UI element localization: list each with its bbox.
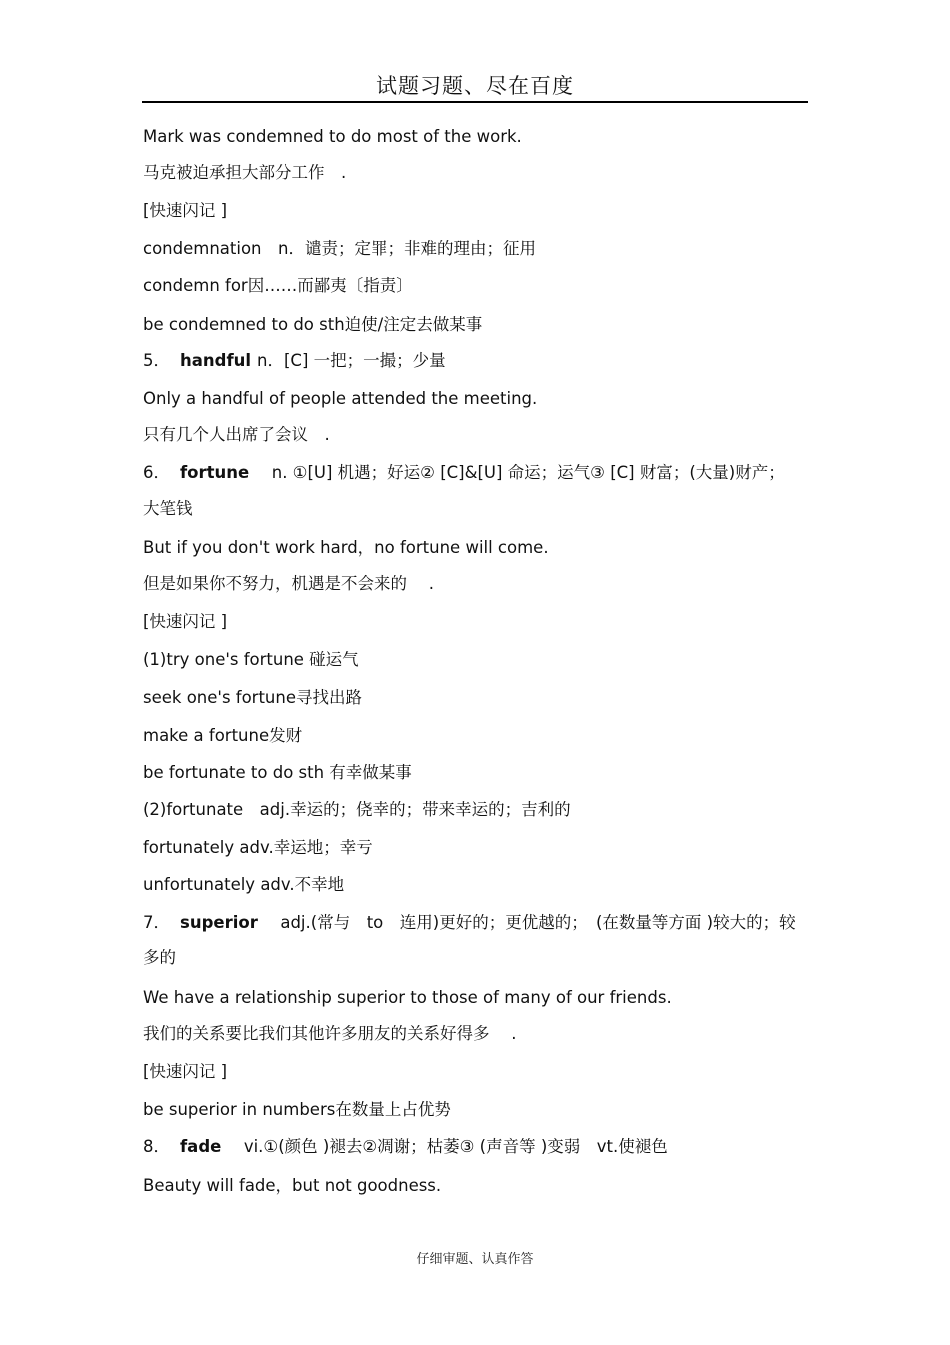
text-line: Mark was condemned to do most of the work. xyxy=(143,127,522,146)
text-line: condemnation n．谴责；定罪；非难的理由；征用 xyxy=(143,239,536,258)
text-line: 多的 xyxy=(143,948,176,967)
text-line: condemn for因……而鄙夷〔指责〕 xyxy=(143,276,413,295)
page-header-title: 试题习题、尽在百度 xyxy=(376,74,574,98)
entry-definition: n．[C] 一把；一撮；少量 xyxy=(257,351,446,370)
entry-number: 5． xyxy=(143,351,170,370)
text-line: 大笔钱 xyxy=(143,499,193,518)
entry-number: 7． xyxy=(143,913,170,932)
text-line: be superior in numbers在数量上占优势 xyxy=(143,1100,451,1119)
page-footer: 仔细审题、认真作答 xyxy=(416,1252,534,1267)
header-divider xyxy=(142,101,808,103)
text-line: unfortunately adv.不幸地 xyxy=(143,875,345,894)
text-line: Only a handful of people attended the meeting. xyxy=(143,389,538,408)
text-line: [快速闪记 ] xyxy=(143,612,228,631)
entry-definition: adj.(常与 to 连用)更好的；更优越的； (在数量等方面 )较大的；较 xyxy=(263,913,796,932)
text-line: 我们的关系要比我们其他许多朋友的关系好得多 . xyxy=(143,1024,517,1043)
text-line: 马克被迫承担大部分工作 . xyxy=(143,163,347,182)
text-line: be condemned to do sth迫使/注定去做某事 xyxy=(143,315,483,334)
entry-number: 6． xyxy=(143,463,170,482)
text-line: But if you don't work hard，no fortune will come. xyxy=(143,538,549,557)
vocab-entry xyxy=(143,351,446,371)
vocab-entry xyxy=(143,463,785,483)
entry-word: handful xyxy=(180,351,252,370)
text-line: [快速闪记 ] xyxy=(143,1062,228,1081)
text-line: We have a relationship superior to those of many of our friends. xyxy=(143,988,672,1007)
text-line: 但是如果你不努力，机遇是不会来的 . xyxy=(143,574,434,593)
vocab-entry xyxy=(143,913,796,933)
entry-definition: vi.①(颜色 )褪去②凋谢；枯萎③ (声音等 )变弱 vt.使褪色 xyxy=(227,1137,668,1156)
text-line: fortunately adv.幸运地；幸亏 xyxy=(143,838,373,857)
text-line: [快速闪记 ] xyxy=(143,201,228,220)
entry-definition: n. ①[U] 机遇；好运② [C]&[U] 命运；运气③ [C] 财富；(大量)财产； xyxy=(255,463,785,482)
text-line: Beauty will fade，but not goodness. xyxy=(143,1176,442,1195)
entry-word: superior xyxy=(180,913,258,932)
entry-word: fade xyxy=(180,1137,222,1156)
text-line: seek one's fortune寻找出路 xyxy=(143,688,363,707)
vocab-entry xyxy=(143,1137,668,1157)
text-line: make a fortune发财 xyxy=(143,726,303,745)
text-line: (2)fortunate adj.幸运的；侥幸的；带来幸运的；吉利的 xyxy=(143,800,571,819)
entry-number: 8． xyxy=(143,1137,170,1156)
text-line: (1)try one's fortune 碰运气 xyxy=(143,650,359,669)
entry-word: fortune xyxy=(180,463,250,482)
text-line: 只有几个人出席了会议 . xyxy=(143,425,330,444)
text-line: be fortunate to do sth 有幸做某事 xyxy=(143,763,412,782)
